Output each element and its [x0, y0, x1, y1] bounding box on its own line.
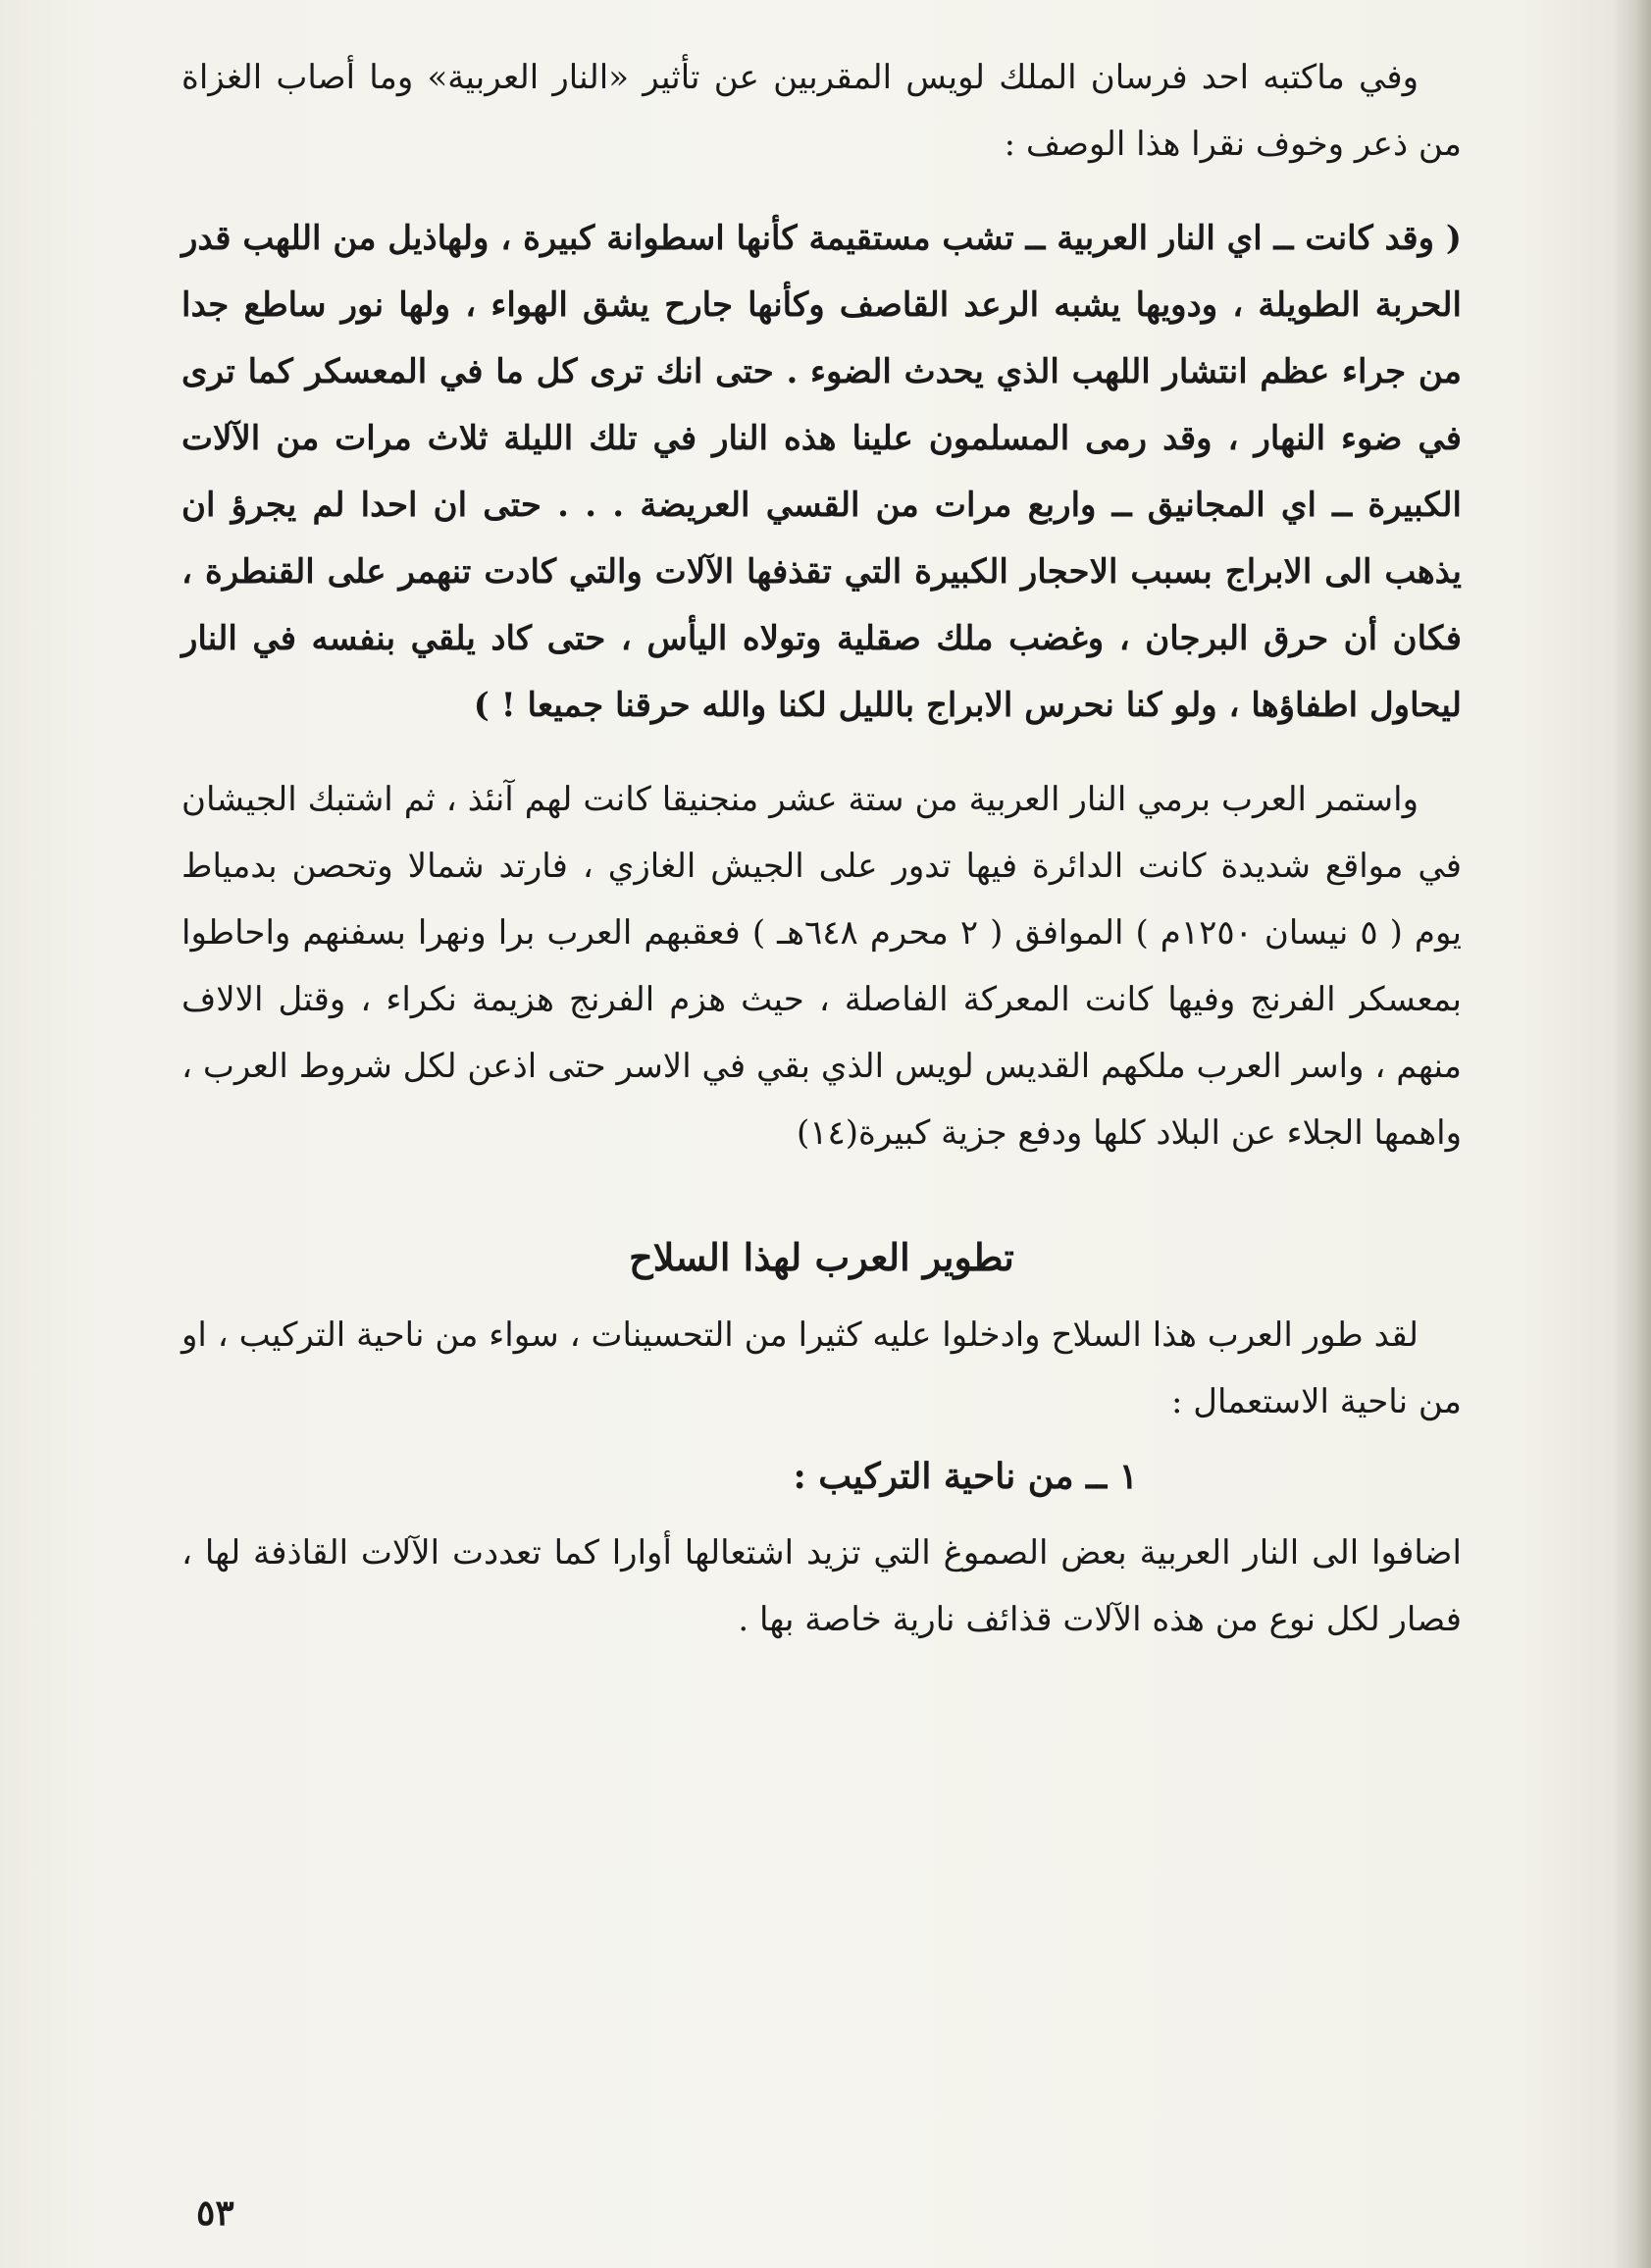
page-number: ٥٣ — [196, 2192, 234, 2234]
section-intro-paragraph: لقد طور العرب هذا السلاح وادخلوا عليه كثيرا من التحسينات ، سواء من ناحية التركيب ، او من ناحية الاستعمال : — [181, 1315, 1462, 1421]
subsection-heading: ١ ــ من ناحية التركيب : — [793, 1456, 1138, 1497]
section-heading: تطوير العرب لهذا السلاح — [629, 1235, 1014, 1279]
quote-paragraph: ( وقد كانت ــ اي النار العربية ــ تشب مستقيمة كأنها اسطوانة كبيرة ، ولهاذيل من اللهب قدر الحربة الطويلة ، ودويها يشبه الرعد القاصف وكأنها جارح يشق الهواء ، ولها نور ساطع جدا من جراء عظم انتشار اللهب الذي يحدث الضوء . حتى انك ترى كل ما في المعسكر كما ترى في ضوء النهار ، وقد رمى المسلمون علينا هذه النار في تلك الليلة ثلاث مرات من الآلات الكبيرة ــ اي المجانيق ــ واربع مرات من القسي العريضة . . . حتى ان احدا لم يجرؤ ان يذهب الى الابراج بسبب الاحجار الكبيرة التي تقذفها الآلات والتي كادت تنهمر على القنطرة ، فكان أن حرق البرجان ، وغضب ملك صقلية وتولاه اليأس ، حتى كاد يلقي بنفسه في النار ليحاول اطفاؤها ، ولو كنا نحرس الابراج بالليل لكنا والله حرقنا جميعا ! ) — [181, 219, 1462, 725]
subsection-paragraph: اضافوا الى النار العربية بعض الصموغ التي تزيد اشتعالها أوارا كما تعددت الآلات القاذفة لها ، فصار لكل نوع من هذه الآلات قذائف نارية خاصة بها . — [181, 1533, 1462, 1639]
page-spine-shadow — [1612, 0, 1651, 2268]
body-paragraph: واستمر العرب برمي النار العربية من ستة عشر منجنيقا كانت لهم آنئذ ، ثم اشتبك الجيشان في مواقع شديدة كانت الدائرة فيها تدور على الجيش الغازي ، فارتد شمالا وتحصن بدمياط يوم ( ٥ نيسان ١٢٥٠م ) الموافق ( ٢ محرم ٦٤٨هـ ) فعقبهم العرب برا ونهرا بسفنهم واحاطوا بمعسكر الفرنج وفيها كانت المعركة الفاصلة ، حيث هزم الفرنج هزيمة نكراء ، وقتل الالاف منهم ، واسر العرب ملكهم القديس لويس الذي بقي في الاسر حتى اذعن لكل شروط العرب ، واهمها الجلاء عن البلاد كلها ودفع جزية كبيرة(١٤) — [181, 780, 1462, 1153]
page-text-block — [181, 44, 1462, 1653]
quote-intro-paragraph: وفي ماكتبه احد فرسان الملك لويس المقربين عن تأثير «النار العربية» وما أصاب الغزاة من ذعر وخوف نقرا هذا الوصف : — [181, 58, 1462, 164]
